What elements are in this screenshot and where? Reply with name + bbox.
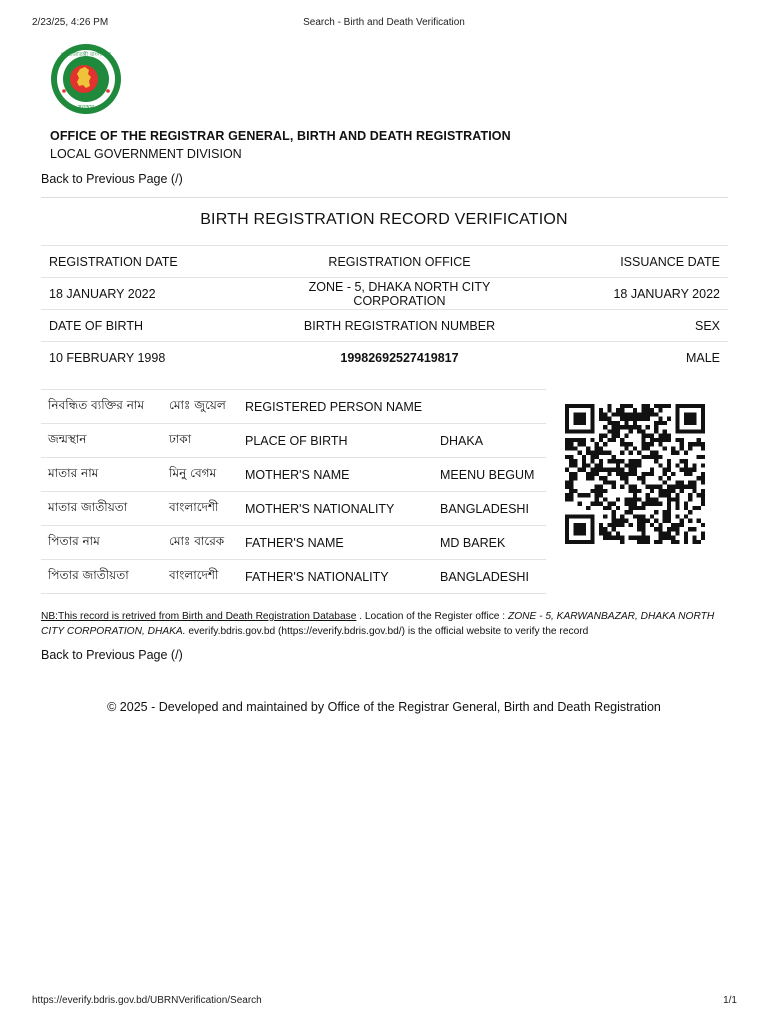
sex-label: SEX [542, 310, 728, 342]
table-row [41, 342, 728, 374]
bangladesh-government-emblem-icon [50, 43, 122, 115]
table-row [41, 390, 546, 424]
en-value: BANGLADESHI [433, 560, 546, 594]
divider [41, 197, 728, 198]
register-office-location: ZONE - 5, KARWANBAZAR, DHAKA NORTH CITY CORPORATION, DHAKA. [41, 611, 715, 637]
bn-value: মোঃ জুয়েল [162, 390, 238, 424]
en-label: REGISTERED PERSON NAME [238, 390, 433, 424]
table-row [41, 246, 728, 278]
en-value [433, 390, 546, 424]
en-label: PLACE OF BIRTH [238, 424, 433, 458]
en-value: BANGLADESHI [433, 492, 546, 526]
bn-label: জন্মস্থান [41, 424, 162, 458]
section-title: BIRTH REGISTRATION RECORD VERIFICATION [200, 211, 568, 228]
office-subtitle: LOCAL GOVERNMENT DIVISION [50, 147, 242, 161]
bn-label: নিবন্ধিত ব্যক্তির নাম [41, 390, 162, 424]
bn-value: ঢাকা [162, 424, 238, 458]
brn-label: BIRTH REGISTRATION NUMBER [257, 310, 542, 342]
bn-label: মাতার জাতীয়তা [41, 492, 162, 526]
en-label: FATHER'S NAME [238, 526, 433, 560]
en-label: FATHER'S NATIONALITY [238, 560, 433, 594]
back-to-previous-page-link[interactable]: Back to Previous Page (/) [41, 648, 183, 662]
database-source-link[interactable]: NB:This record is retrived from Birth and Death Registration Database [41, 611, 357, 622]
table-row [41, 424, 546, 458]
table-row [41, 278, 728, 310]
bn-label: পিতার জাতীয়তা [41, 560, 162, 594]
registration-info-table [41, 245, 728, 373]
table-row [41, 560, 546, 594]
issuance-date-value: 18 JANUARY 2022 [542, 278, 728, 310]
person-details-table [41, 389, 546, 594]
registration-date-value: 18 JANUARY 2022 [41, 278, 257, 310]
issuance-date-label: ISSUANCE DATE [542, 246, 728, 278]
en-label: MOTHER'S NATIONALITY [238, 492, 433, 526]
sex-value: MALE [542, 342, 728, 374]
date-of-birth-value: 10 FEBRUARY 1998 [41, 342, 257, 374]
print-page-title: Search - Birth and Death Verification [303, 17, 465, 28]
en-value: MD BAREK [433, 526, 546, 560]
print-page-number: 1/1 [723, 995, 737, 1006]
registration-date-label: REGISTRATION DATE [41, 246, 257, 278]
date-of-birth-label: DATE OF BIRTH [41, 310, 257, 342]
table-row [41, 492, 546, 526]
bn-label: মাতার নাম [41, 458, 162, 492]
table-row [41, 526, 546, 560]
back-to-previous-page-link[interactable]: Back to Previous Page (/) [41, 172, 183, 186]
print-datetime: 2/23/25, 4:26 PM [32, 17, 109, 28]
emblem-bottom-text: সরকার [77, 104, 95, 111]
footer-copyright: © 2025 - Developed and maintained by Office of the Registrar General, Birth and Death Registration [107, 700, 661, 714]
qr-code-icon [562, 404, 708, 544]
bn-label: পিতার নাম [41, 526, 162, 560]
table-row [41, 310, 728, 342]
en-value: DHAKA [433, 424, 546, 458]
office-title: OFFICE OF THE REGISTRAR GENERAL, BIRTH AND DEATH REGISTRATION [50, 129, 511, 143]
en-label: MOTHER'S NAME [238, 458, 433, 492]
record-note [41, 609, 731, 639]
bn-value: মোঃ বারেক [162, 526, 238, 560]
en-value: MEENU BEGUM [433, 458, 546, 492]
registration-office-value: ZONE - 5, DHAKA NORTH CITY CORPORATION [257, 278, 542, 310]
location-prefix: . Location of the Register office : [356, 611, 508, 622]
brn-value: 19982692527419817 [257, 342, 542, 374]
registration-office-label: REGISTRATION OFFICE [257, 246, 542, 278]
table-row [41, 458, 546, 492]
bn-value: মিনু বেগম [162, 458, 238, 492]
bn-value: বাংলাদেশী [162, 560, 238, 594]
emblem-top-text: গণপ্রজাতন্ত্রী বাংলাদেশ [61, 52, 111, 58]
print-url: https://everify.bdris.gov.bd/UBRNVerification/Search [32, 995, 262, 1006]
bn-value: বাংলাদেশী [162, 492, 238, 526]
verify-website-text: everify.bdris.gov.bd (https://everify.bdris.gov.bd/) is the official website to verify the record [185, 626, 589, 637]
